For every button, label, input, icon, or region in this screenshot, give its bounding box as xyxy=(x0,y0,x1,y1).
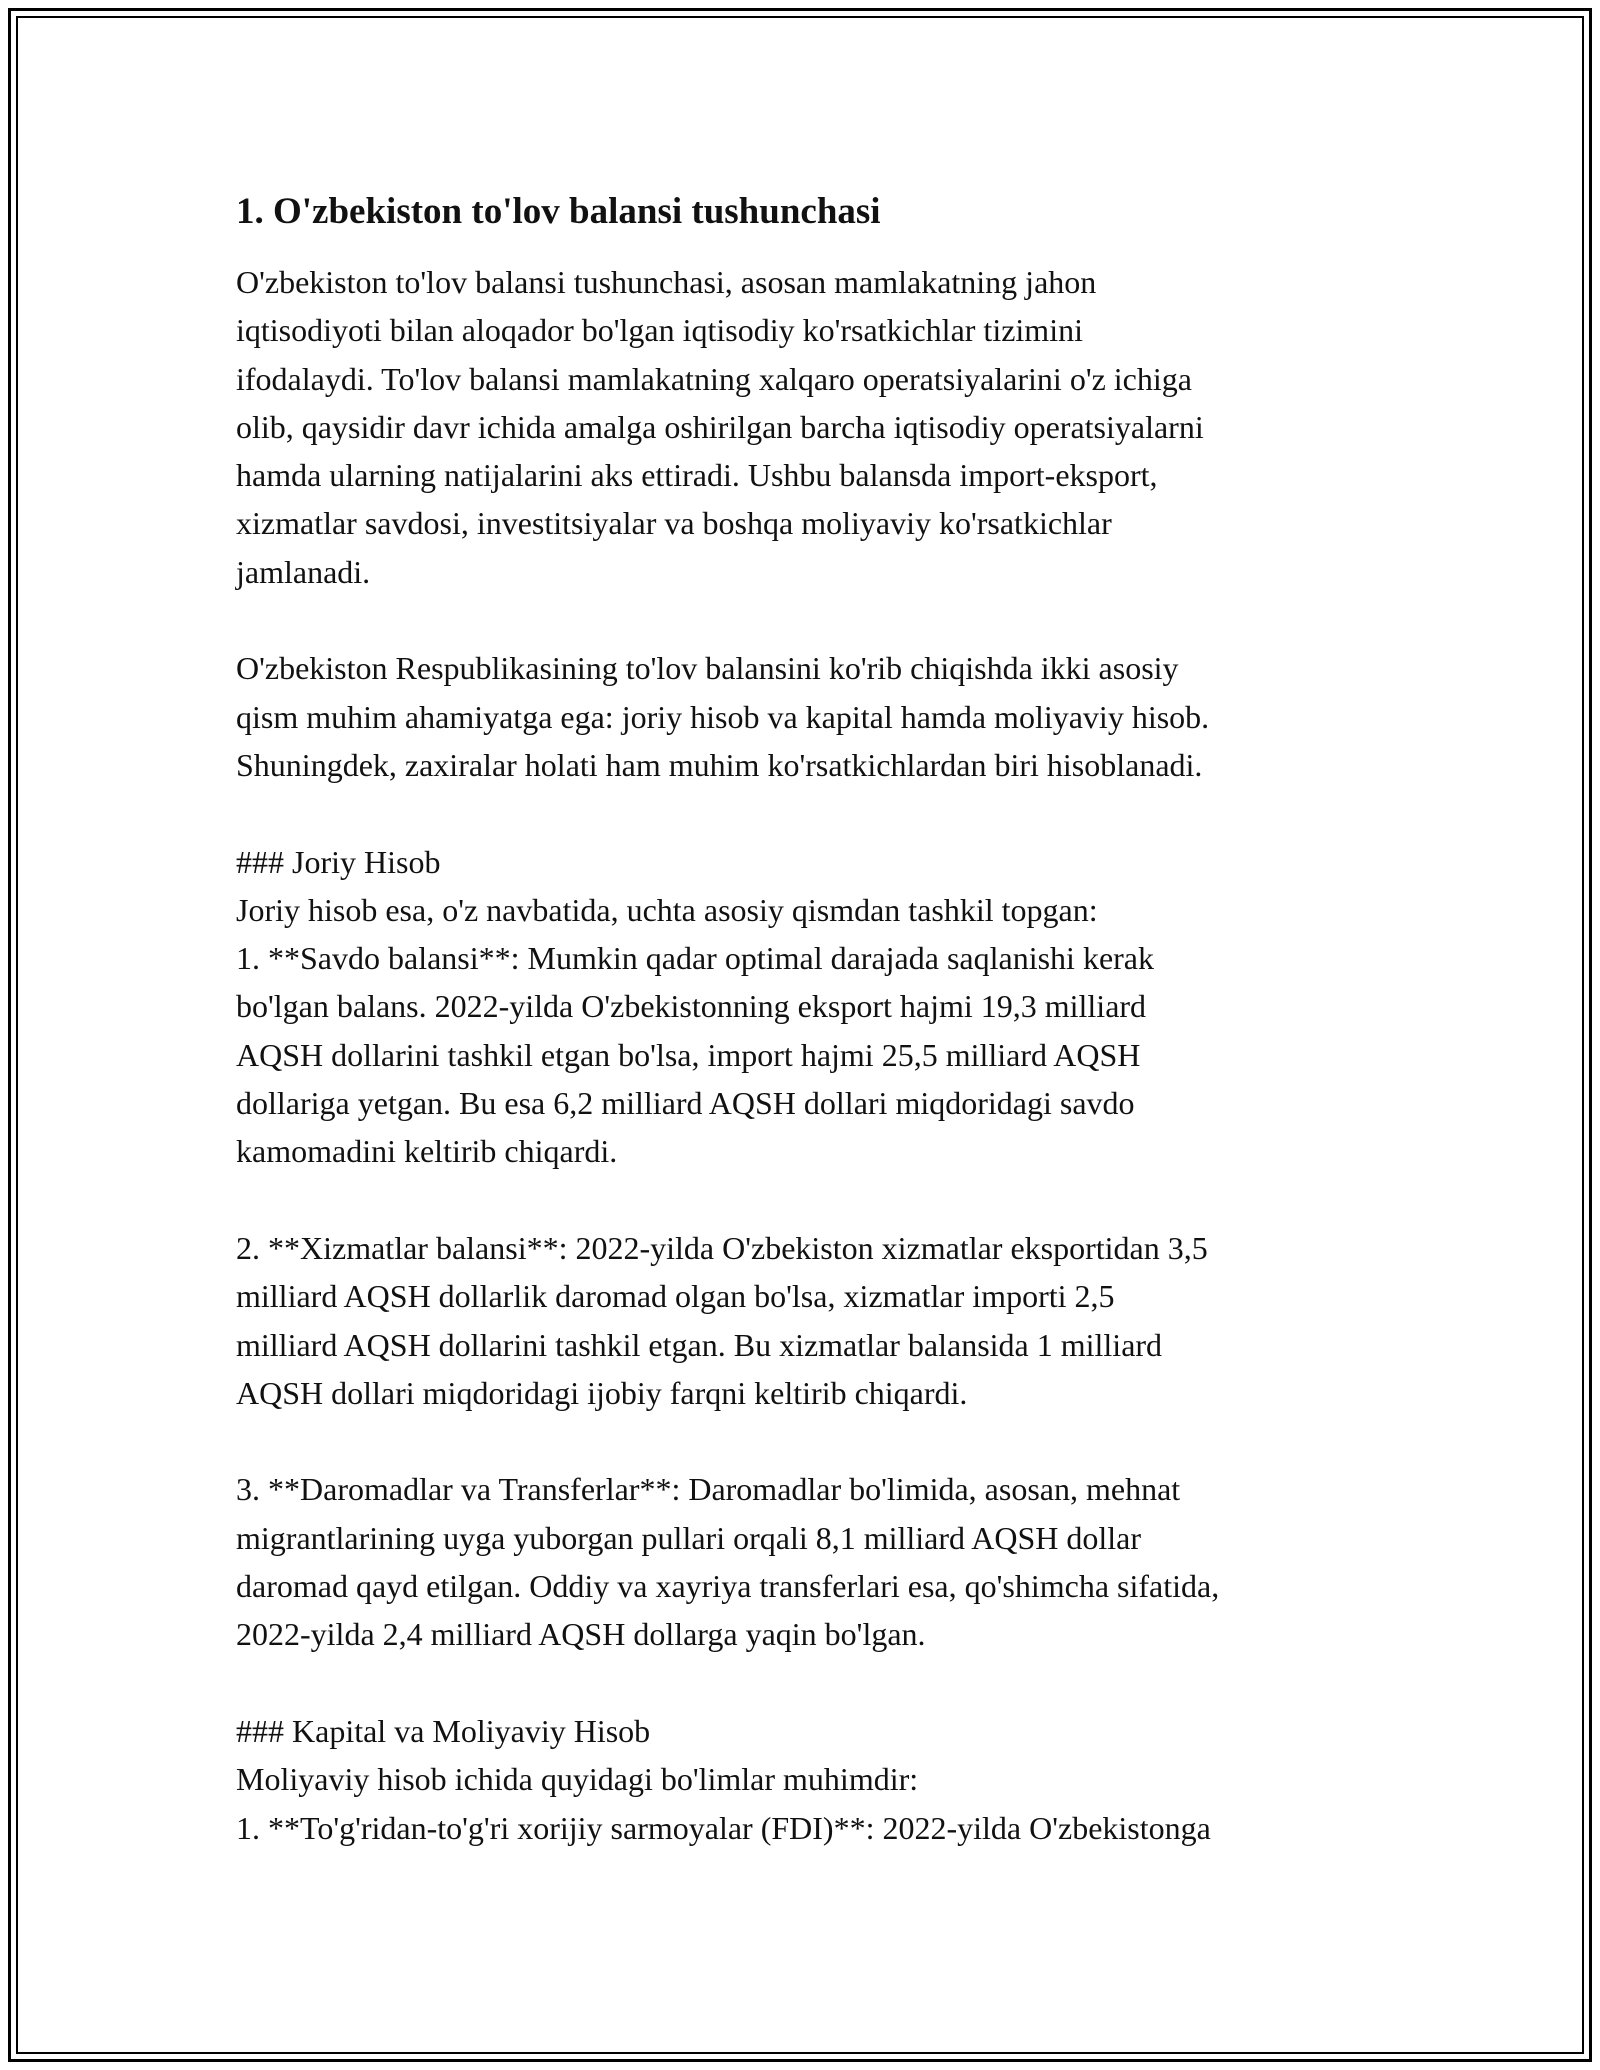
paragraph-gap xyxy=(236,1417,1396,1465)
intro-paragraph: O'zbekiston to'lov balansi tushunchasi, asosan mamlakatning jahon iqtisodiyoti bilan aloqador bo'lgan iqtisodiy ko'rsatkichlar tizimini ifodalaydi. To'lov balansi mamlakatning xalqaro operatsiyalarini o'z ichiga olib, qaysidir davr ichida amalga oshirilgan barcha iqtisodiy operatsiyalarni hamda ularning natijalarini aks ettiradi. Ushbu balansda import-eksport, xizmatlar savdosi, investitsiyalar va boshqa moliyaviy ko'rsatkichlar jamlanadi. xyxy=(236,264,1204,590)
paragraph-gap xyxy=(236,1659,1396,1707)
paragraph-gap xyxy=(236,1176,1396,1224)
components-paragraph: O'zbekiston Respublikasining to'lov balansini ko'rib chiqishda ikki asosiy qism muhim ahamiyatga ega: joriy hisob va kapital hamda moliyaviy hisob. Shuningdek, zaxiralar holati ham muhim ko'rsatkichlardan biri hisoblanadi. xyxy=(236,650,1210,783)
services-balance-item: 2. **Xizmatlar balansi**: 2022-yilda O'zbekiston xizmatlar eksportidan 3,5 milliard AQSH dollarlik daromad olgan bo'lsa, xizmatlar importi 2,5 milliard AQSH dollarini tashkil etgan. Bu xizmatlar balansida 1 milliard AQSH dollari miqdoridagi ijobiy farqni keltirib chiqardi. xyxy=(236,1229,1208,1411)
document-body xyxy=(236,188,1396,1852)
paragraph-gap xyxy=(236,596,1396,644)
section-title: 1. O'zbekiston to'lov balansi tushunchasi xyxy=(236,191,881,232)
paragraph-gap xyxy=(236,789,1396,837)
capital-financial-section: ### Kapital va Moliyaviy Hisob Moliyaviy hisob ichida quyidagi bo'limlar muhimdir: 1. **To'g'ridan-to'g'ri xorijiy sarmoyalar (FDI)**: 2022-yilda O'zbekistonga xyxy=(236,1712,1211,1846)
current-account-section: ### Joriy Hisob Joriy hisob esa, o'z navbatida, uchta asosiy qismdan tashkil topgan: 1. **Savdo balansi**: Mumkin qadar optimal darajada saqlanishi kerak bo'lgan balans. 2022-yilda O'zbekistonning eksport hajmi 19,3 milliard AQSH dollarini tashkil etgan bo'lsa, import hajmi 25,5 milliard AQSH dollariga yetgan. Bu esa 6,2 milliard AQSH dollari miqdoridagi savdo kamomadini keltirib chiqardi. xyxy=(236,843,1154,1170)
income-transfers-item: 3. **Daromadlar va Transferlar**: Daromadlar bo'limida, asosan, mehnat migrantlarining uyga yuborgan pullari orqali 8,1 milliard AQSH dollar daromad qayd etilgan. Oddiy va xayriya transferlari esa, qo'shimcha sifatida, 2022-yilda 2,4 milliard AQSH dollarga yaqin bo'lgan. xyxy=(236,1471,1220,1653)
